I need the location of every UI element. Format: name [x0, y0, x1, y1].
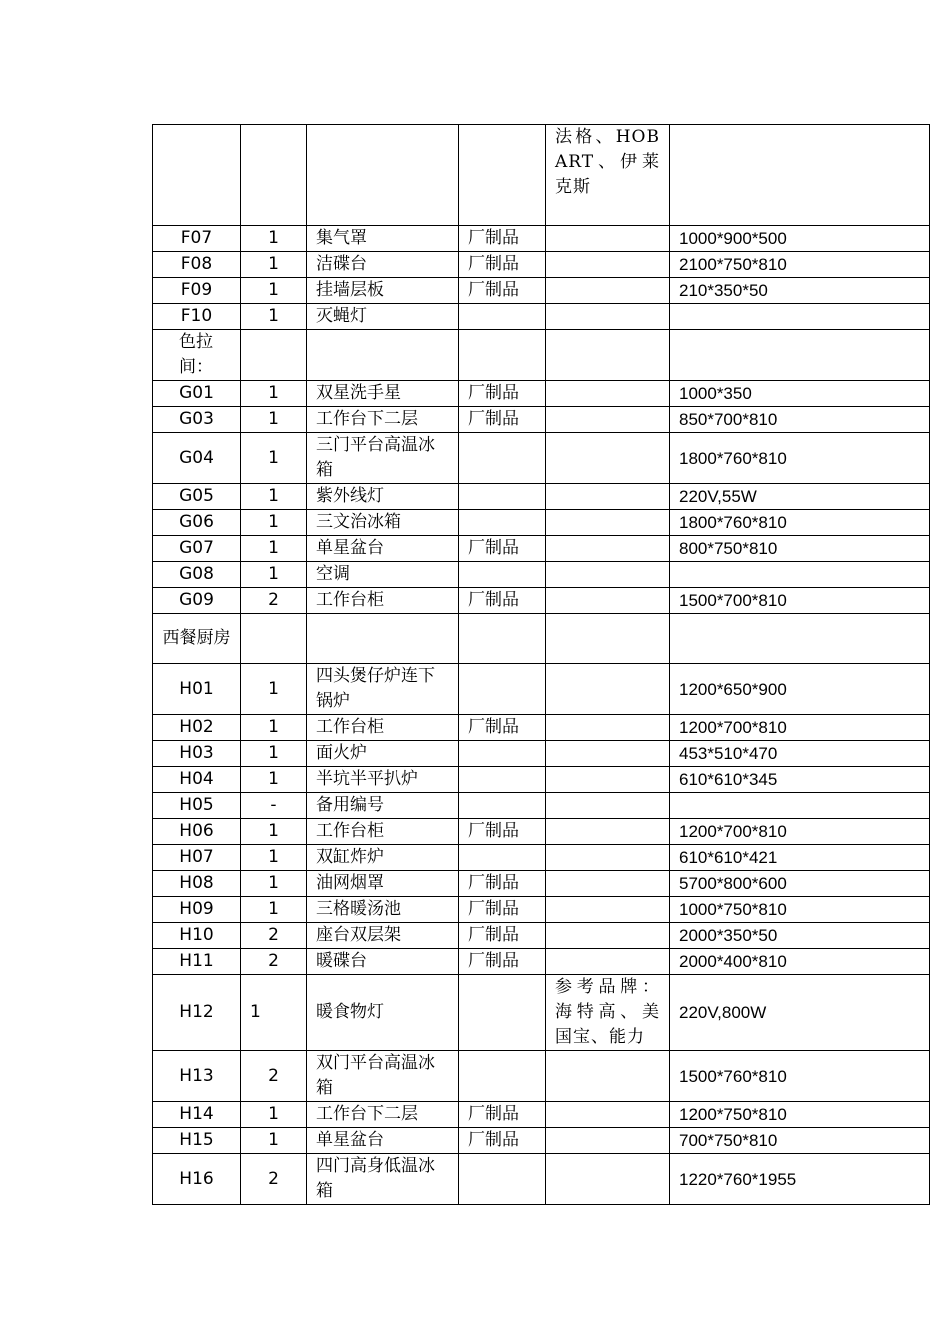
item-name-cell: 工作台柜	[307, 819, 459, 845]
source-cell: 厂制品	[459, 871, 546, 897]
item-code-cell: H12	[153, 975, 241, 1051]
brand-cell	[546, 949, 670, 975]
source-cell	[459, 845, 546, 871]
spec-cell	[670, 614, 930, 664]
table-row	[153, 614, 930, 664]
item-name-cell: 工作台柜	[307, 715, 459, 741]
item-code-cell: F08	[153, 252, 241, 278]
item-name-cell: 面火炉	[307, 741, 459, 767]
spec-cell: 453*510*470	[670, 741, 930, 767]
item-code-cell: H07	[153, 845, 241, 871]
quantity-cell: 1	[241, 304, 307, 330]
item-code-cell: H15	[153, 1128, 241, 1154]
item-code-cell: G09	[153, 588, 241, 614]
item-code-cell	[153, 125, 241, 226]
source-cell: 厂制品	[459, 278, 546, 304]
table-row	[153, 433, 930, 484]
item-name-cell: 双星洗手星	[307, 381, 459, 407]
brand-cell	[546, 536, 670, 562]
item-name-cell: 暖食物灯	[307, 975, 459, 1051]
source-cell	[459, 975, 546, 1051]
item-code-cell: H03	[153, 741, 241, 767]
item-name-cell: 三文治冰箱	[307, 510, 459, 536]
equipment-table-body	[153, 125, 930, 1205]
source-cell	[459, 793, 546, 819]
item-code-cell: G04	[153, 433, 241, 484]
table-row	[153, 125, 930, 226]
quantity-cell: 2	[241, 1051, 307, 1102]
brand-cell	[546, 1051, 670, 1102]
spec-cell: 220V,55W	[670, 484, 930, 510]
spec-cell: 5700*800*600	[670, 871, 930, 897]
item-name-cell: 三格暖汤池	[307, 897, 459, 923]
quantity-cell: 2	[241, 1154, 307, 1205]
spec-cell: 850*700*810	[670, 407, 930, 433]
table-row	[153, 1128, 930, 1154]
table-row	[153, 715, 930, 741]
item-code-cell: H02	[153, 715, 241, 741]
quantity-cell: 1	[241, 897, 307, 923]
table-row	[153, 536, 930, 562]
spec-cell: 610*610*421	[670, 845, 930, 871]
quantity-cell: 1	[241, 252, 307, 278]
spec-cell: 2000*400*810	[670, 949, 930, 975]
source-cell: 厂制品	[459, 949, 546, 975]
brand-cell	[546, 871, 670, 897]
item-name-cell	[307, 125, 459, 226]
item-code-cell: 色拉间：	[153, 330, 241, 381]
table-row	[153, 741, 930, 767]
item-code-cell: H13	[153, 1051, 241, 1102]
source-cell: 厂制品	[459, 226, 546, 252]
spec-cell: 1200*650*900	[670, 664, 930, 715]
item-name-cell: 备用编号	[307, 793, 459, 819]
item-name-cell: 四门高身低温冰箱	[307, 1154, 459, 1205]
item-name-cell: 洁碟台	[307, 252, 459, 278]
source-cell: 厂制品	[459, 381, 546, 407]
item-code-cell: G08	[153, 562, 241, 588]
table-row	[153, 845, 930, 871]
item-code-cell: H11	[153, 949, 241, 975]
spec-cell	[670, 304, 930, 330]
item-name-cell: 集气罩	[307, 226, 459, 252]
brand-cell	[546, 793, 670, 819]
quantity-cell: 2	[241, 923, 307, 949]
brand-cell	[546, 510, 670, 536]
brand-cell	[546, 484, 670, 510]
spec-cell: 1200*700*810	[670, 819, 930, 845]
spec-cell: 2100*750*810	[670, 252, 930, 278]
item-code-cell: F09	[153, 278, 241, 304]
brand-cell	[546, 1128, 670, 1154]
spec-cell: 800*750*810	[670, 536, 930, 562]
item-name-cell: 工作台下二层	[307, 407, 459, 433]
quantity-cell: 1	[241, 819, 307, 845]
spec-cell: 2000*350*50	[670, 923, 930, 949]
spec-cell: 1200*700*810	[670, 715, 930, 741]
source-cell	[459, 433, 546, 484]
item-name-cell: 暖碟台	[307, 949, 459, 975]
item-name-cell: 油网烟罩	[307, 871, 459, 897]
item-code-cell: G07	[153, 536, 241, 562]
spec-cell: 610*610*345	[670, 767, 930, 793]
source-cell: 厂制品	[459, 897, 546, 923]
brand-cell	[546, 819, 670, 845]
brand-cell	[546, 433, 670, 484]
spec-cell: 220V,800W	[670, 975, 930, 1051]
brand-cell	[546, 897, 670, 923]
brand-cell: 法格、HOBART、伊莱克斯	[546, 125, 670, 226]
table-row	[153, 484, 930, 510]
table-row	[153, 1051, 930, 1102]
brand-cell	[546, 407, 670, 433]
table-row	[153, 562, 930, 588]
quantity-cell	[241, 330, 307, 381]
item-name-cell: 双门平台高温冰箱	[307, 1051, 459, 1102]
item-name-cell: 半坑半平扒炉	[307, 767, 459, 793]
item-code-cell: G05	[153, 484, 241, 510]
brand-cell	[546, 664, 670, 715]
item-name-cell: 座台双层架	[307, 923, 459, 949]
source-cell: 厂制品	[459, 407, 546, 433]
item-name-cell	[307, 330, 459, 381]
brand-cell	[546, 767, 670, 793]
brand-cell	[546, 226, 670, 252]
quantity-cell: 1	[241, 845, 307, 871]
spec-cell: 1800*760*810	[670, 433, 930, 484]
table-row	[153, 923, 930, 949]
item-name-cell: 单星盆台	[307, 536, 459, 562]
quantity-cell: 2	[241, 588, 307, 614]
item-code-cell: H04	[153, 767, 241, 793]
quantity-cell: 1	[241, 278, 307, 304]
brand-cell	[546, 923, 670, 949]
quantity-cell: 1	[241, 975, 307, 1051]
item-code-cell: F10	[153, 304, 241, 330]
source-cell: 厂制品	[459, 252, 546, 278]
source-cell: 厂制品	[459, 536, 546, 562]
brand-cell	[546, 588, 670, 614]
source-cell	[459, 614, 546, 664]
source-cell	[459, 767, 546, 793]
source-cell	[459, 125, 546, 226]
source-cell	[459, 330, 546, 381]
item-code-cell: G03	[153, 407, 241, 433]
item-code-cell: H05	[153, 793, 241, 819]
equipment-table	[152, 124, 930, 1205]
source-cell: 厂制品	[459, 1102, 546, 1128]
table-row	[153, 252, 930, 278]
brand-cell	[546, 381, 670, 407]
table-row	[153, 1154, 930, 1205]
spec-cell: 1800*760*810	[670, 510, 930, 536]
item-name-cell: 挂墙层板	[307, 278, 459, 304]
item-name-cell: 双缸炸炉	[307, 845, 459, 871]
source-cell	[459, 1051, 546, 1102]
item-code-cell: G06	[153, 510, 241, 536]
source-cell	[459, 510, 546, 536]
table-row	[153, 407, 930, 433]
brand-cell	[546, 330, 670, 381]
brand-cell	[546, 1102, 670, 1128]
spec-cell	[670, 562, 930, 588]
spec-cell: 1000*350	[670, 381, 930, 407]
quantity-cell: 1	[241, 407, 307, 433]
table-row	[153, 871, 930, 897]
brand-cell	[546, 1154, 670, 1205]
quantity-cell: 1	[241, 741, 307, 767]
source-cell	[459, 562, 546, 588]
table-row	[153, 949, 930, 975]
item-code-cell: F07	[153, 226, 241, 252]
item-name-cell: 工作台柜	[307, 588, 459, 614]
quantity-cell: 1	[241, 484, 307, 510]
source-cell: 厂制品	[459, 1128, 546, 1154]
spec-cell: 1000*900*500	[670, 226, 930, 252]
quantity-cell: 1	[241, 226, 307, 252]
quantity-cell: 1	[241, 1102, 307, 1128]
item-code-cell: 西餐厨房	[153, 614, 241, 664]
table-row	[153, 664, 930, 715]
quantity-cell: 1	[241, 433, 307, 484]
quantity-cell: 1	[241, 871, 307, 897]
quantity-cell	[241, 614, 307, 664]
table-row	[153, 588, 930, 614]
table-row	[153, 975, 930, 1051]
quantity-cell: 1	[241, 381, 307, 407]
quantity-cell: -	[241, 793, 307, 819]
quantity-cell: 1	[241, 664, 307, 715]
item-code-cell: H14	[153, 1102, 241, 1128]
spec-cell: 1220*760*1955	[670, 1154, 930, 1205]
item-code-cell: H01	[153, 664, 241, 715]
source-cell	[459, 304, 546, 330]
spec-cell: 1000*750*810	[670, 897, 930, 923]
spec-cell	[670, 330, 930, 381]
spec-cell	[670, 125, 930, 226]
spec-cell: 1500*760*810	[670, 1051, 930, 1102]
source-cell: 厂制品	[459, 588, 546, 614]
table-row	[153, 226, 930, 252]
item-code-cell: H09	[153, 897, 241, 923]
spec-cell: 700*750*810	[670, 1128, 930, 1154]
source-cell: 厂制品	[459, 923, 546, 949]
quantity-cell	[241, 125, 307, 226]
source-cell: 厂制品	[459, 715, 546, 741]
spec-cell: 1500*700*810	[670, 588, 930, 614]
item-code-cell: H08	[153, 871, 241, 897]
brand-cell	[546, 278, 670, 304]
source-cell	[459, 664, 546, 715]
table-row	[153, 278, 930, 304]
item-name-cell: 灭蝇灯	[307, 304, 459, 330]
item-name-cell: 工作台下二层	[307, 1102, 459, 1128]
table-row	[153, 381, 930, 407]
brand-cell	[546, 845, 670, 871]
item-name-cell: 四头煲仔炉连下锅炉	[307, 664, 459, 715]
table-row	[153, 330, 930, 381]
item-code-cell: G01	[153, 381, 241, 407]
spec-cell: 210*350*50	[670, 278, 930, 304]
table-row	[153, 767, 930, 793]
table-row	[153, 510, 930, 536]
source-cell	[459, 484, 546, 510]
item-code-cell: H10	[153, 923, 241, 949]
quantity-cell: 1	[241, 767, 307, 793]
item-name-cell	[307, 614, 459, 664]
quantity-cell: 1	[241, 1128, 307, 1154]
source-cell	[459, 1154, 546, 1205]
item-code-cell: H06	[153, 819, 241, 845]
quantity-cell: 1	[241, 536, 307, 562]
source-cell: 厂制品	[459, 819, 546, 845]
quantity-cell: 1	[241, 562, 307, 588]
brand-cell	[546, 741, 670, 767]
spec-cell	[670, 793, 930, 819]
quantity-cell: 2	[241, 949, 307, 975]
table-row	[153, 897, 930, 923]
item-code-cell: H16	[153, 1154, 241, 1205]
spec-cell: 1200*750*810	[670, 1102, 930, 1128]
brand-cell	[546, 562, 670, 588]
brand-cell	[546, 614, 670, 664]
table-row	[153, 304, 930, 330]
item-name-cell: 空调	[307, 562, 459, 588]
brand-cell	[546, 252, 670, 278]
source-cell	[459, 741, 546, 767]
brand-cell: 参考品牌：海特高、美国宝、能力	[546, 975, 670, 1051]
brand-cell	[546, 715, 670, 741]
item-name-cell: 紫外线灯	[307, 484, 459, 510]
brand-cell	[546, 304, 670, 330]
quantity-cell: 1	[241, 715, 307, 741]
quantity-cell: 1	[241, 510, 307, 536]
table-row	[153, 1102, 930, 1128]
item-name-cell: 三门平台高温冰箱	[307, 433, 459, 484]
table-row	[153, 793, 930, 819]
table-row	[153, 819, 930, 845]
item-name-cell: 单星盆台	[307, 1128, 459, 1154]
